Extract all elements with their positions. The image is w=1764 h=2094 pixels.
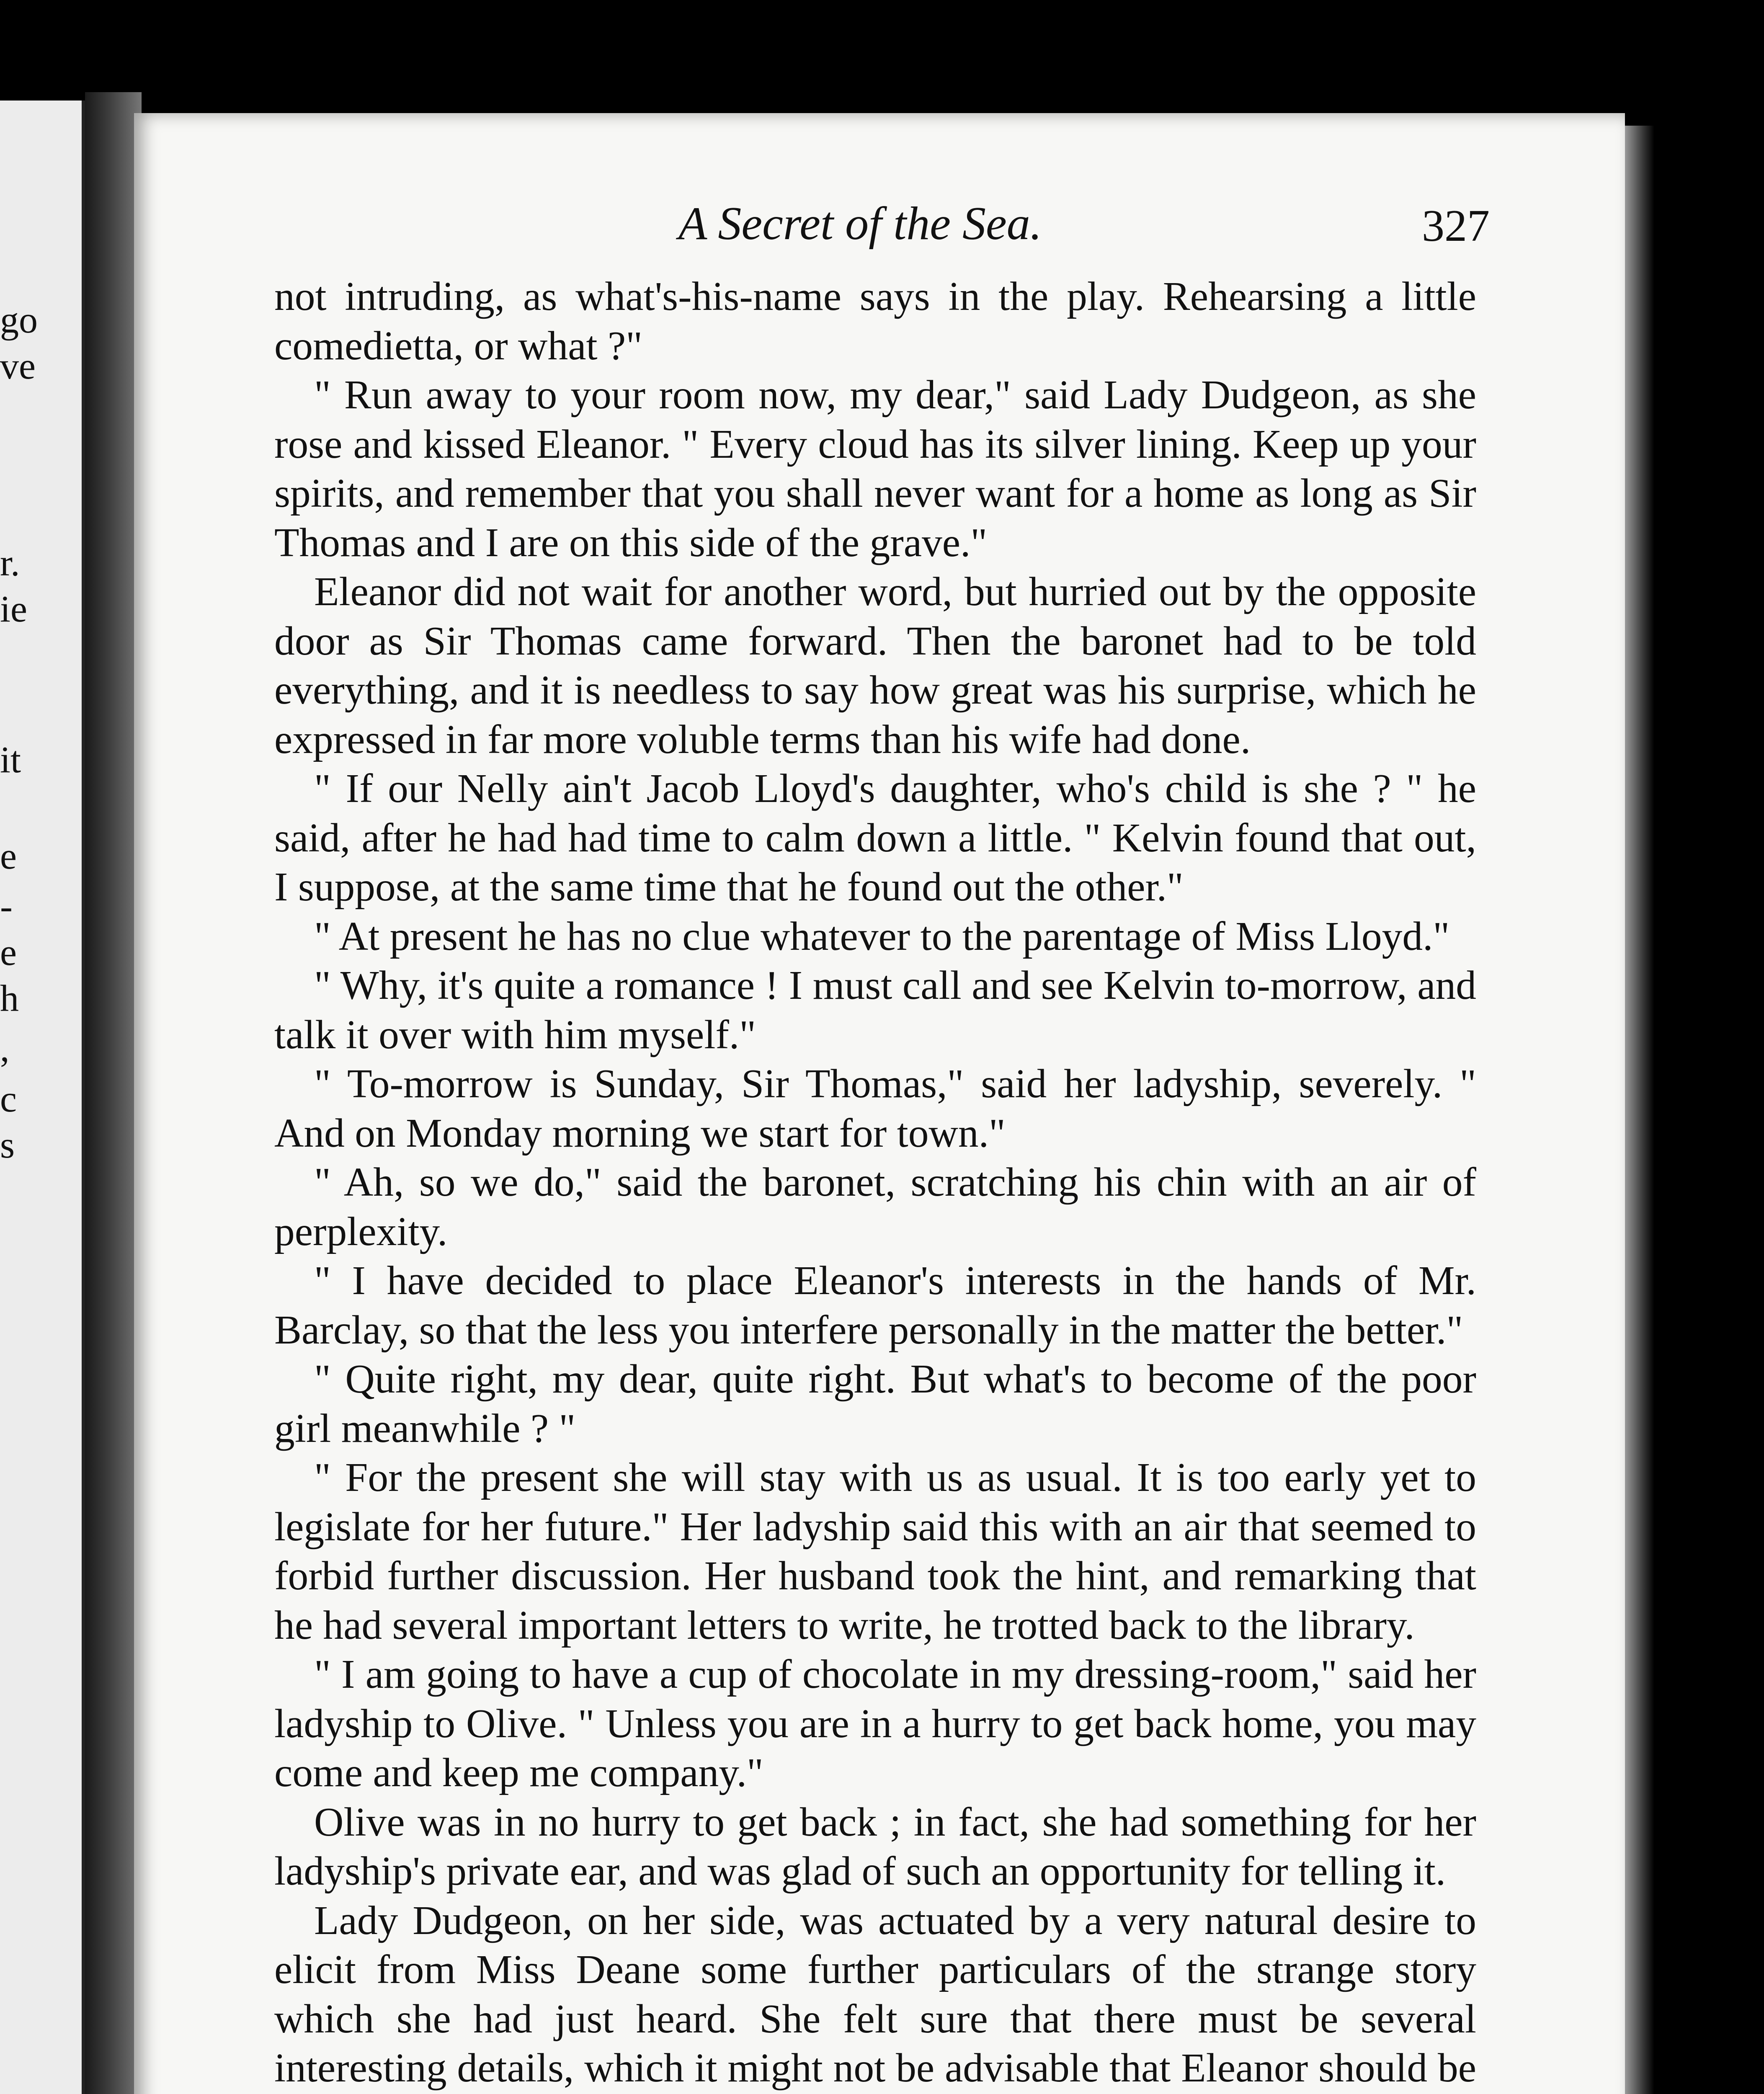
body-text bbox=[274, 272, 1476, 2094]
left-page-fragment: s bbox=[0, 1124, 15, 1166]
paragraph: not intruding, as what's-his-name says in the play. Rehearsing a little comedietta, or what ?" bbox=[274, 274, 1476, 369]
paragraph: " To-morrow is Sunday, Sir Thomas," said her ladyship, severely. " And on Monday morning we start for town." bbox=[274, 1061, 1476, 1156]
paragraph: " Ah, so we do," said the baronet, scratching his chin with an air of perplexity. bbox=[274, 1160, 1476, 1254]
paragraph: " Run away to your room now, my dear," said Lady Dudgeon, as she rose and kissed Eleanor. " Every cloud has its silver lining. Keep up your spirits, and remember that you shall never want for a home as long as Sir Thomas and I are on this side of the grave." bbox=[274, 372, 1476, 565]
paragraph: " Quite right, my dear, quite right. But what's to become of the poor girl meanwhile ? " bbox=[274, 1356, 1476, 1451]
paragraph: " For the present she will stay with us as usual. It is too early yet to legislate for her future." Her ladyship said this with an air that seemed to forbid further discussion. Her husband took the hint, and remarking that he had several important letters to write, he trotted back to the library. bbox=[274, 1455, 1476, 1648]
left-page-fragment: go bbox=[0, 299, 38, 341]
paragraph: " I am going to have a cup of chocolate in my dressing-room," said her ladyship to Olive. " Unless you are in a hurry to get back home, you may come and keep me company." bbox=[274, 1652, 1476, 1795]
paragraph: Eleanor did not wait for another word, but hurried out by the opposite door as Sir Thomas came forward. Then the baronet had to be told everything, and it is needless to say how great was his surprise, which he expressed in far more voluble terms than his wife had done. bbox=[274, 569, 1476, 762]
paragraph: Olive was in no hurry to get back ; in fact, she had something for her ladyship's private ear, and was glad of such an opportunity for telling it. bbox=[274, 1799, 1476, 1894]
left-page-fragment: it bbox=[0, 739, 21, 781]
paragraph: " Why, it's quite a romance ! I must call and see Kelvin to-morrow, and talk it over with him myself." bbox=[274, 963, 1476, 1057]
left-page-fragment: c bbox=[0, 1078, 17, 1120]
paragraph: " If our Nelly ain't Jacob Lloyd's daughter, who's child is she ? " he said, after he had had time to calm down a little. " Kelvin found that out, I suppose, at the same time that he found out the other." bbox=[274, 766, 1476, 910]
left-page-fragment: h bbox=[0, 978, 19, 1019]
page-edge bbox=[1625, 126, 1654, 2094]
left-page-fragment: r. bbox=[0, 542, 20, 584]
paragraph: " I have decided to place Eleanor's interests in the hands of Mr. Barclay, so that the less you interfere personally in the matter the better." bbox=[274, 1258, 1476, 1353]
paragraph: Lady Dudgeon, on her side, was actuated by a very natural desire to elicit from Miss Deane some further particulars of the strange story which she had just heard. She felt sure that there must be several interesting details, which it might not be advisable that Eleanor should be bbox=[274, 1898, 1476, 2091]
left-page-fragment: ie bbox=[0, 588, 27, 630]
paragraph: " At present he has no clue whatever to the parentage of Miss Lloyd." bbox=[314, 913, 1450, 959]
left-page-fragment: e bbox=[0, 836, 17, 877]
left-page-fragment: e bbox=[0, 932, 17, 973]
left-page-fragment: , bbox=[0, 1028, 10, 1070]
book-gutter bbox=[85, 92, 142, 2094]
running-head: A Secret of the Sea. bbox=[678, 198, 1042, 250]
left-page-fragment: - bbox=[0, 886, 13, 927]
page-number: 327 bbox=[1422, 201, 1490, 251]
left-page bbox=[0, 101, 85, 2094]
left-page-fragment: ve bbox=[0, 346, 36, 387]
